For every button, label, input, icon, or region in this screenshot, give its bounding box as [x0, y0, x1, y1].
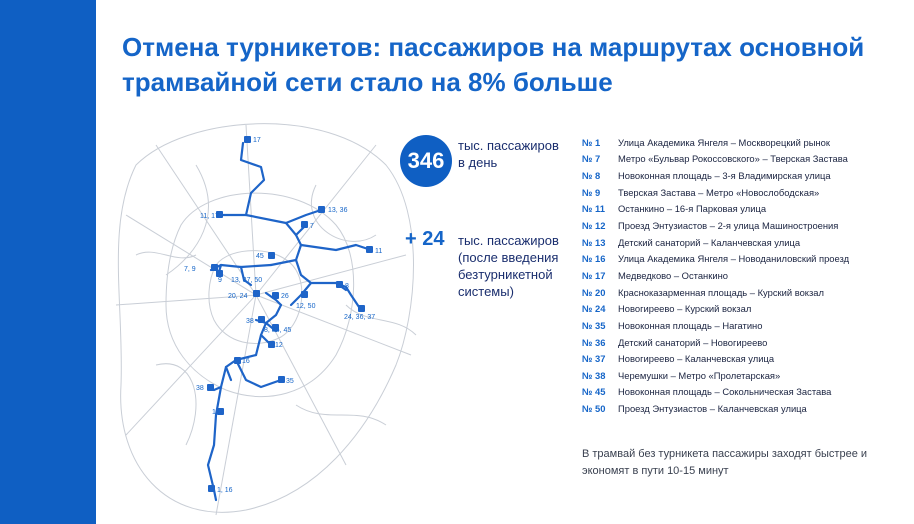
- route-item: [582, 384, 912, 401]
- route-item: [582, 167, 912, 184]
- route-number: № 1: [582, 136, 601, 148]
- route-name: Новогиреево – Каланчевская улица: [618, 353, 775, 365]
- route-number: № 20: [582, 286, 606, 298]
- route-name: Новогиреево – Курский вокзал: [618, 303, 752, 315]
- route-item: [582, 334, 912, 351]
- route-number: № 24: [582, 303, 606, 315]
- route-number: № 17: [582, 269, 606, 281]
- route-item: [582, 350, 912, 367]
- map-label: 1: [212, 409, 216, 416]
- route-item: [582, 250, 912, 267]
- footnote: В трамвай без турникета пассажиры заходят быстрее и экономят в пути 10-15 минут: [582, 448, 868, 477]
- route-name: Детский санаторий – Каланчевская улица: [618, 236, 801, 248]
- map-label: 20, 24: [228, 293, 248, 300]
- map-label: 45: [256, 253, 264, 260]
- route-item: [582, 300, 912, 317]
- map-label: 26: [281, 293, 289, 300]
- map-route-1-south: [208, 387, 221, 490]
- route-item: [582, 267, 912, 284]
- map-label: 38: [196, 385, 204, 392]
- route-name: Проезд Энтузиастов – 2-я улица Машиностроения: [618, 220, 839, 232]
- route-number: № 13: [582, 236, 606, 248]
- route-item: [582, 184, 912, 201]
- route-number: № 35: [582, 319, 606, 331]
- daily-passengers-value: 346: [400, 135, 452, 187]
- passenger-increase-caption: тыс. пассажиров (после введения безтурникетной системы): [458, 233, 559, 299]
- map-label: 11: [375, 248, 383, 255]
- route-item: [582, 134, 912, 151]
- route-item: [582, 217, 912, 234]
- daily-passengers-caption: тыс. пассажиров в день: [458, 138, 559, 170]
- map-label: 38: [246, 318, 254, 325]
- map-label: 11, 17: [200, 213, 219, 220]
- route-item: [582, 367, 912, 384]
- map-label: 8: [345, 283, 349, 290]
- map-label: 9: [218, 277, 222, 284]
- route-number: № 11: [582, 203, 605, 215]
- map-label: 1, 16: [217, 487, 233, 494]
- route-number: № 16: [582, 253, 606, 265]
- map-label: 12, 50: [296, 303, 316, 310]
- route-name: Новоконная площадь – Сокольническая Застава: [618, 386, 832, 398]
- route-name: Улица Академика Янгеля – Москворецкий рынок: [618, 136, 830, 148]
- route-name: Останкино – 16-я Парковая улица: [618, 203, 767, 215]
- route-name: Детский санаторий – Новогиреево: [618, 336, 768, 348]
- route-item: [582, 400, 912, 417]
- route-item: [582, 201, 912, 218]
- side-accent-bar: [0, 0, 96, 524]
- map-label: 13, 37, 50: [231, 277, 263, 284]
- route-item: [582, 284, 912, 301]
- map-label: 16: [242, 358, 250, 365]
- page-title: Отмена турникетов: пассажиров на маршрутах основной трамвайной сети стало на 8% больше: [122, 32, 865, 97]
- map-label: 17: [253, 137, 261, 144]
- route-number: № 50: [582, 403, 606, 415]
- route-number: № 37: [582, 353, 606, 365]
- route-item: [582, 234, 912, 251]
- route-number: № 9: [582, 186, 601, 198]
- map-label: 7, 9: [184, 266, 196, 273]
- route-number: № 38: [582, 369, 606, 381]
- route-name: Новоконная площадь – Нагатино: [618, 319, 763, 331]
- route-number: № 8: [582, 170, 601, 182]
- route-name: Улица Академика Янгеля – Новоданиловский проезд: [618, 253, 850, 265]
- passenger-increase-value: + 24: [405, 228, 445, 250]
- route-number: № 7: [582, 153, 601, 165]
- route-item: [582, 317, 912, 334]
- map-label: 24, 36, 37: [344, 314, 376, 321]
- route-list: [582, 134, 912, 417]
- route-number: № 36: [582, 336, 606, 348]
- route-name: Медведково – Останкино: [618, 269, 728, 281]
- route-name: Тверская Застава – Метро «Новослободская»: [618, 186, 820, 198]
- route-name: Новоконная площадь – 3-я Владимирская улица: [618, 170, 831, 182]
- route-name: Черемушки – Метро «Пролетарская»: [618, 369, 781, 381]
- route-item: [582, 151, 912, 168]
- route-number: № 45: [582, 386, 606, 398]
- route-name: Красноказарменная площадь – Курский вокзал: [618, 286, 824, 298]
- route-name: Проезд Энтузиастов – Каланчевская улица: [618, 403, 807, 415]
- route-number: № 12: [582, 220, 606, 232]
- map-label: 35: [286, 378, 294, 385]
- map-label: 12: [275, 342, 283, 349]
- map-label: 8, 35, 45: [264, 327, 292, 334]
- route-name: Метро «Бульвар Рокоссовского» – Тверская Застава: [618, 153, 848, 165]
- map-label: 13, 36: [328, 207, 348, 214]
- map-route-11: [301, 245, 371, 250]
- map-label: 7: [310, 223, 314, 230]
